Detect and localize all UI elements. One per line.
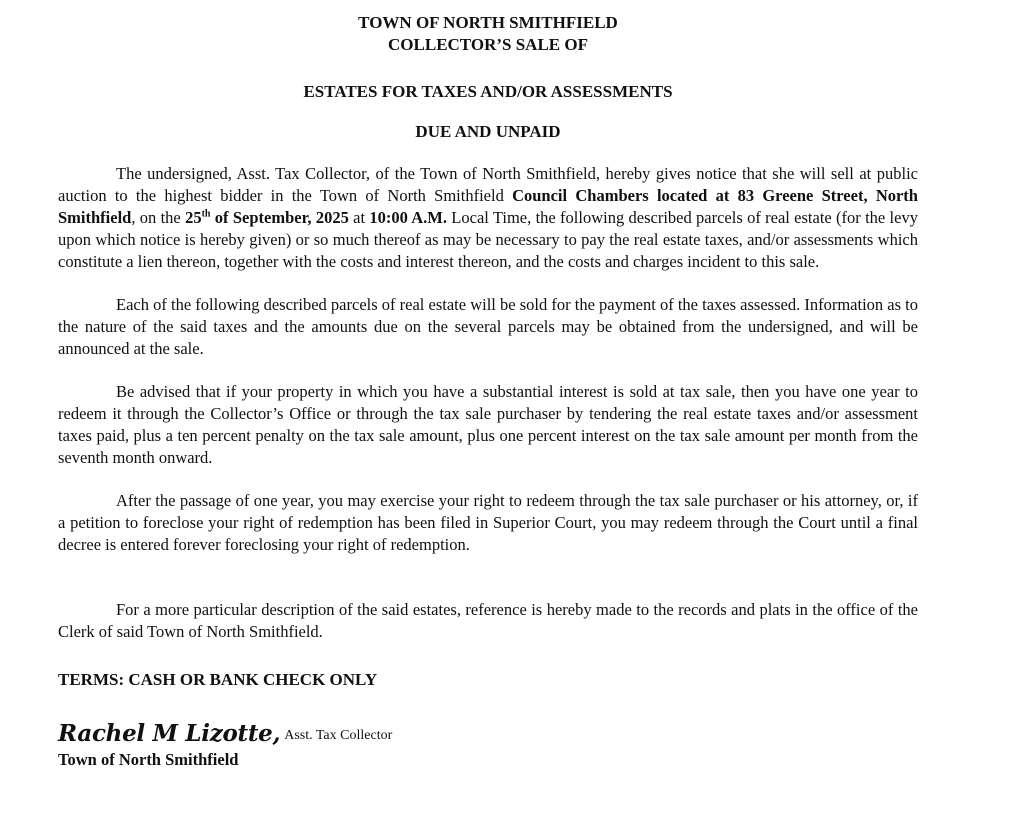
paragraph-redemption-notice: Be advised that if your property in which you have a substantial interest is sold at tax sale, then you have one year to redeem it through the Collector’s Office or through the tax sale purchaser by tendering the real estate taxes and/or assessment taxes paid, plus a ten percent penalty on the tax sale amount, plus one percent interest on the tax sale amount per month from the seventh month onward. [58, 382, 918, 467]
paragraph1-text-part2: , on the [131, 208, 186, 227]
tax-sale-notice [58, 12, 918, 771]
paragraph1-date [185, 208, 349, 227]
date-ordinal-suffix: th [201, 208, 211, 220]
handwritten-signature: Rachel M Lizotte, [58, 720, 281, 747]
paragraph1-text-part1: The undersigned, Asst. Tax Collector, of the Town of North Smithfield, hereby gives notice that she will sell at public auction to the highest bidder in the Town of North Smithfield [58, 164, 918, 205]
paragraph-parcels-sold: Each of the following described parcels of real estate will be sold for the payment of the taxes assessed. Information as to the nature of the said taxes and the amounts due on the several parcels may be obtained from the undersigned, and will be announced at the sale. [58, 295, 918, 358]
payment-terms: TERMS: CASH OR BANK CHECK ONLY [58, 670, 378, 689]
signer-town: Town of North Smithfield [58, 750, 239, 769]
date-rest: of September, 2025 [210, 208, 349, 227]
paragraph1-time: 10:00 A.M. [369, 208, 447, 227]
notice-heading-line1: TOWN OF NORTH SMITHFIELD [358, 13, 618, 32]
notice-heading-line2: COLLECTOR’S SALE OF [388, 35, 588, 54]
paragraph-records-reference: For a more particular description of the said estates, reference is hereby made to the records and plats in the office of the Clerk of said Town of North Smithfield. [58, 600, 918, 641]
signer-title: Asst. Tax Collector [284, 728, 393, 743]
signature-block [58, 718, 918, 748]
date-day: 25 [185, 208, 202, 227]
paragraph-auction-details [58, 163, 918, 273]
paragraph1-location: Council Chambers located at 83 Greene Street, North Smithfield [58, 186, 918, 227]
notice-heading-line3: ESTATES FOR TAXES AND/OR ASSESSMENTS [303, 82, 673, 101]
paragraph1-text-part4: Local Time, the following described parcels of real estate (for the levy upon which notice is hereby given) or so much thereof as may be necessary to pay the real estate taxes, and/or assessments which constitute a lien thereon, together with the costs and interest thereon, and the costs and charges incident to this sale. [58, 208, 918, 271]
paragraph1-text-part3: at [348, 208, 370, 227]
notice-heading-line4: DUE AND UNPAID [415, 122, 561, 141]
paragraph-after-one-year: After the passage of one year, you may exercise your right to redeem through the tax sale purchaser or his attorney, or, if a petition to foreclose your right of redemption has been filed in Superior Court, you may redeem through the Court until a final decree is entered forever foreclosing your right of redemption. [58, 491, 918, 554]
